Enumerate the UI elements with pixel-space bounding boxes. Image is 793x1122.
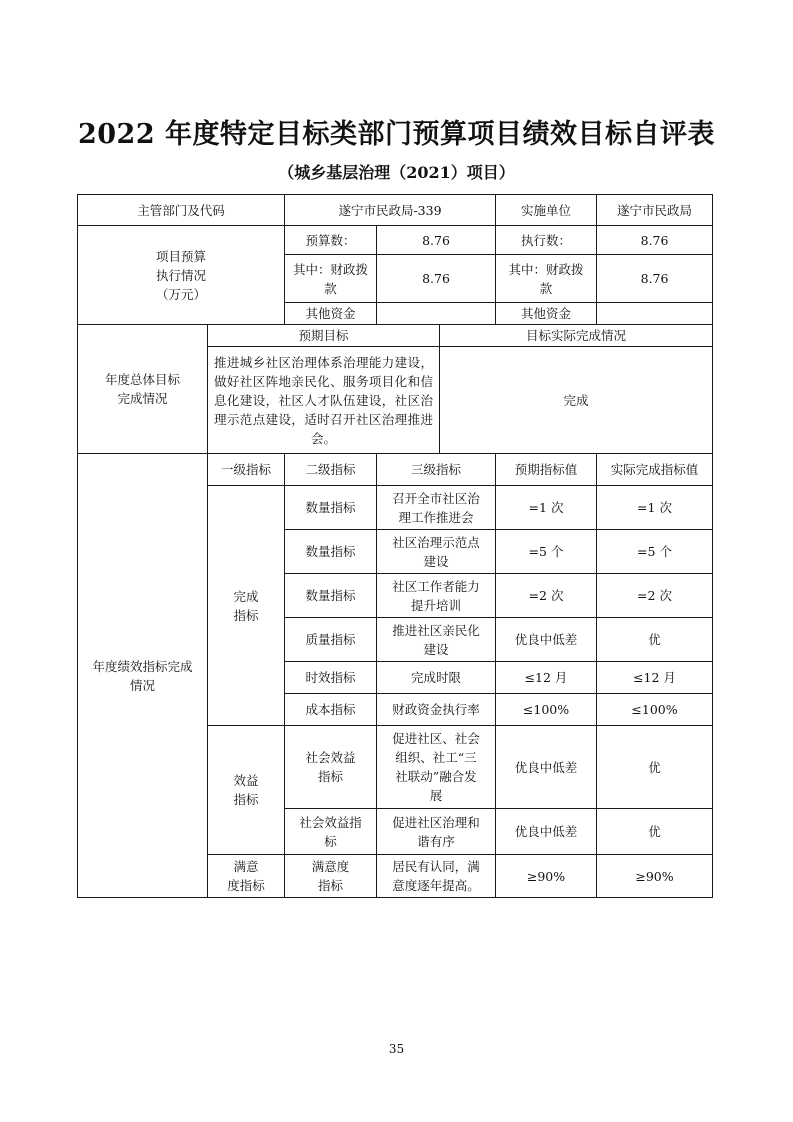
exec-fiscal-value: 8.76 (596, 254, 713, 303)
indicator-level3: 召开全市社区治 理工作推进会 (376, 485, 496, 530)
indicators-section-label: 年度绩效指标完成 情况 (77, 453, 208, 898)
indicator-level2: 数量指标 (284, 573, 377, 618)
indicator-actual: 优 (596, 808, 713, 855)
indicator-level3: 财政资金执行率 (376, 693, 496, 726)
level1-satisfaction: 满意 度指标 (207, 854, 285, 898)
indicator-level3: 居民有认同，满 意度逐年提高。 (376, 854, 496, 898)
indicator-level2: 时效指标 (284, 661, 377, 694)
indicator-level2: 社会效益 指标 (284, 725, 377, 809)
indicator-actual: ≥90% (596, 854, 713, 898)
indicator-expected: ≤100% (495, 693, 597, 726)
actual-goal-header: 目标实际完成情况 (439, 324, 713, 347)
indicator-level2: 成本指标 (284, 693, 377, 726)
indicator-actual: =5 个 (596, 529, 713, 574)
indicator-level3: 社区工作者能力 提升培训 (376, 573, 496, 618)
indicator-expected: =1 次 (495, 485, 597, 530)
performance-table (77, 194, 713, 898)
page-subtitle: （城乡基层治理（2021）项目） (278, 163, 515, 182)
indicator-actual: =2 次 (596, 573, 713, 618)
indicator-expected: 优良中低差 (495, 808, 597, 855)
expected-goal-header: 预期目标 (207, 324, 440, 347)
header-level2: 二级指标 (284, 453, 377, 486)
actual-goal-text: 完成 (439, 346, 713, 454)
fiscal-label: 其中：财政拨 款 (284, 254, 377, 303)
indicator-expected: ≥90% (495, 854, 597, 898)
other-funds-value-2 (596, 302, 713, 325)
budget-label: 项目预算 执行情况 （万元） (77, 225, 285, 325)
expected-goal-text: 推进城乡社区治理体系治理能力建设，做好社区阵地亲民化、服务项目化和信息化建设，社区人才队伍建设，社区治理示范点建设，适时召开社区治理推进会。 (207, 346, 440, 454)
indicator-level2: 满意度 指标 (284, 854, 377, 898)
budget-amount-value: 8.76 (376, 225, 496, 255)
unit-value: 遂宁市民政局 (596, 194, 713, 226)
page-number: 35 (388, 1042, 405, 1056)
indicator-actual: 优 (596, 725, 713, 809)
level1-benefit: 效益 指标 (207, 725, 285, 855)
indicator-level3: 完成时限 (376, 661, 496, 694)
header-level3: 三级指标 (376, 453, 496, 486)
indicator-level3: 社区治理示范点 建设 (376, 529, 496, 574)
unit-label: 实施单位 (495, 194, 597, 226)
page-title: 2022 年度特定目标类部门预算项目绩效目标自评表 (77, 119, 716, 150)
other-funds-label: 其他资金 (284, 302, 377, 325)
indicator-expected: =5 个 (495, 529, 597, 574)
indicator-expected: =2 次 (495, 573, 597, 618)
indicator-level3: 促进社区治理和 谐有序 (376, 808, 496, 855)
header-expected: 预期指标值 (495, 453, 597, 486)
dept-value: 遂宁市民政局-339 (284, 194, 496, 226)
indicator-actual: ≤12 月 (596, 661, 713, 694)
annual-goal-label: 年度总体目标 完成情况 (77, 324, 208, 454)
dept-label: 主管部门及代码 (77, 194, 285, 226)
level1-completion: 完成 指标 (207, 485, 285, 726)
indicator-actual: =1 次 (596, 485, 713, 530)
exec-amount-value: 8.76 (596, 225, 713, 255)
indicator-actual: 优 (596, 617, 713, 662)
indicator-level3: 推进社区亲民化 建设 (376, 617, 496, 662)
indicator-actual: ≤100% (596, 693, 713, 726)
indicator-expected: ≤12 月 (495, 661, 597, 694)
indicator-expected: 优良中低差 (495, 725, 597, 809)
indicator-level2: 数量指标 (284, 529, 377, 574)
other-funds-value (376, 302, 496, 325)
indicator-level2: 社会效益指 标 (284, 808, 377, 855)
header-level1: 一级指标 (207, 453, 285, 486)
other-funds-label-2: 其他资金 (495, 302, 597, 325)
header-actual: 实际完成指标值 (596, 453, 713, 486)
budget-amount-label: 预算数： (284, 225, 377, 255)
indicator-expected: 优良中低差 (495, 617, 597, 662)
indicator-level2: 数量指标 (284, 485, 377, 530)
fiscal-value: 8.76 (376, 254, 496, 303)
exec-amount-label: 执行数： (495, 225, 597, 255)
indicator-level2: 质量指标 (284, 617, 377, 662)
indicator-level3: 促进社区、社会 组织、社工“三 社联动”融合发 展 (376, 725, 496, 809)
exec-fiscal-label: 其中：财政拨 款 (495, 254, 597, 303)
